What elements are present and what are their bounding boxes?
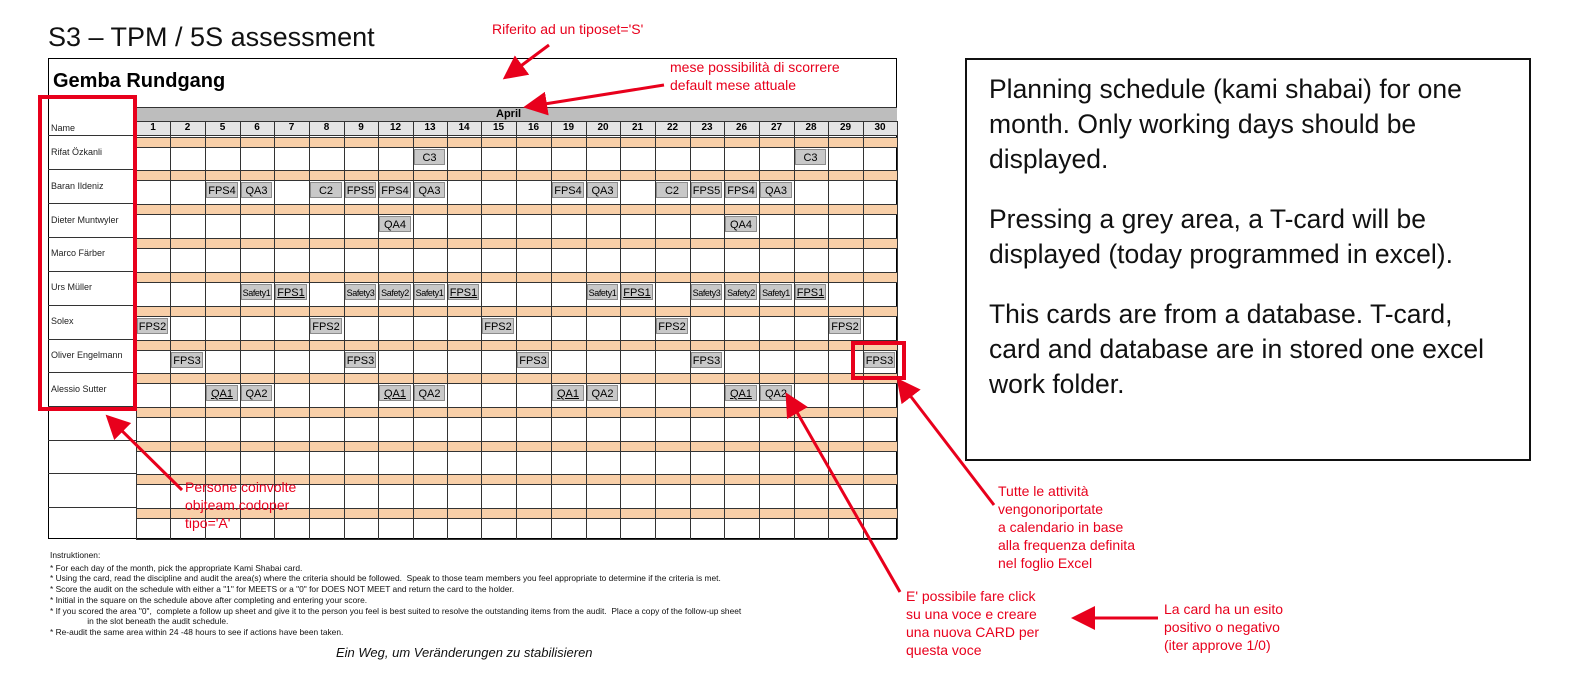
t-card[interactable]: C3 xyxy=(795,149,826,165)
instruction-line: * Initial in the square on the schedule above after completing and entering your score. xyxy=(50,594,368,605)
annotation-result-3: (iter approve 1/0) xyxy=(1164,637,1271,653)
t-card[interactable]: QA3 xyxy=(241,182,272,198)
t-card[interactable]: FPS4 xyxy=(379,182,411,198)
t-card[interactable]: QA3 xyxy=(587,182,618,198)
t-card[interactable]: QA2 xyxy=(241,385,272,401)
t-card[interactable]: C2 xyxy=(656,182,688,198)
annotation-click-1: E' possibile fare click xyxy=(906,588,1036,604)
t-card[interactable]: C3 xyxy=(414,149,445,165)
t-card[interactable]: FPS1 xyxy=(621,284,653,300)
t-card[interactable]: QA2 xyxy=(587,385,618,401)
t-card[interactable]: FPS3 xyxy=(691,352,722,368)
t-card[interactable]: Safety1 xyxy=(414,284,445,300)
footer-note: Ein Weg, um Veränderungen zu stabilisieren xyxy=(336,645,593,660)
person-name: Marco Färber xyxy=(51,248,106,259)
person-name: Alessio Sutter xyxy=(51,383,107,394)
annotation-persons-2: objteam.codoper xyxy=(185,497,290,513)
day-label: 9 xyxy=(358,122,364,133)
annotation-click-2: su una voce e creare xyxy=(906,606,1037,622)
click-arrow xyxy=(790,400,900,592)
annotation-activities-2: vengonoriportate xyxy=(998,501,1104,517)
t-card[interactable]: QA4 xyxy=(725,216,757,232)
t-card[interactable]: FPS1 xyxy=(795,284,826,300)
person-name: Solex xyxy=(51,316,74,326)
t-card[interactable]: FPS2 xyxy=(310,318,342,334)
person-name: Dieter Muntwyler xyxy=(51,214,119,225)
instructions-title: Instruktionen: xyxy=(50,550,101,560)
instruction-line: * If you scored the area "0", complete a follow up sheet and give it to the person you feel is best suited to resolve the outstanding items from the audit. Place a copy of the follow-up sheet xyxy=(50,605,742,616)
instruction-line: * For each day of the month, pick the appropriate Kami Shabai card. xyxy=(50,562,303,573)
day-label: 8 xyxy=(323,122,330,133)
activities-arrow xyxy=(902,385,994,505)
tiposet-arrow xyxy=(510,45,549,74)
day-label: 5 xyxy=(219,122,226,133)
info-paragraph-2: Pressing a grey area, a T-card will be displayed (today programmed in excel). xyxy=(989,204,1453,269)
day-label: 30 xyxy=(874,122,886,133)
annotation-result-2: positivo o negativo xyxy=(1164,619,1280,635)
day-label: 7 xyxy=(288,122,295,133)
t-card[interactable]: QA1 xyxy=(725,385,757,401)
day-label: 16 xyxy=(527,122,540,133)
day-label: 14 xyxy=(458,122,470,133)
name-header: Name xyxy=(51,123,76,133)
annotation-activities-3: a calendario in base xyxy=(998,519,1124,535)
annotation-result-1: La card ha un esito xyxy=(1164,601,1284,617)
instruction-line: * Score the audit on the schedule with either a "1" for MEETS or a "0" for DOES NOT MEET and return the card to the holder. xyxy=(50,584,515,595)
t-card[interactable]: Safety3 xyxy=(691,284,722,300)
t-card[interactable]: Safety1 xyxy=(587,284,618,300)
instruction-line: * Re-audit the same area within 24 -48 hours to see if actions have been taken. xyxy=(50,626,344,637)
t-card[interactable]: QA3 xyxy=(414,182,445,198)
t-card[interactable]: FPS4 xyxy=(206,182,238,198)
person-name: Oliver Engelmann xyxy=(51,349,123,360)
annotation-click-3: una nuova CARD per xyxy=(906,624,1040,640)
annotation-activities-1: Tutte le attività xyxy=(998,483,1089,499)
month-label[interactable]: April xyxy=(496,108,522,120)
t-card[interactable]: QA2 xyxy=(414,385,445,401)
t-card[interactable]: FPS1 xyxy=(275,284,307,300)
t-card[interactable]: QA4 xyxy=(379,216,411,232)
annotation-month-scroll-2: default mese attuale xyxy=(670,77,797,93)
annotation-activities-5: nel foglio Excel xyxy=(998,555,1093,571)
info-paragraph-1: Planning schedule (kami shabai) for one month. Only working days should be displayed. xyxy=(989,74,1462,174)
info-paragraph-3: This cards are from a database. T-card, card and database are in stored one excel work folder. xyxy=(989,299,1484,399)
t-card[interactable]: FPS1 xyxy=(448,284,479,300)
day-label: 1 xyxy=(150,122,156,133)
day-label: 28 xyxy=(805,122,817,133)
annotation-persons-1: Persone coinvolte xyxy=(185,479,297,495)
annotation-activities-4: alla frequenza definita xyxy=(998,537,1135,553)
t-card[interactable]: Safety1 xyxy=(760,284,792,300)
day-label: 22 xyxy=(666,122,679,133)
t-card[interactable]: FPS4 xyxy=(725,182,757,198)
annotation-click-4: questa voce xyxy=(906,642,982,658)
t-card[interactable]: FPS5 xyxy=(345,182,376,198)
day-label: 15 xyxy=(492,122,505,133)
t-card[interactable]: FPS3 xyxy=(864,352,895,368)
t-card[interactable]: Safety2 xyxy=(725,284,757,300)
day-label: 23 xyxy=(701,122,713,133)
day-label: 21 xyxy=(631,122,644,133)
annotation-persons-3: tipo='A' xyxy=(185,515,231,531)
instruction-line: * Using the card, read the discipline and audit the area(s) where the criteria should be followed. Speak to those team members you feel appropriate to determine if the criteria is met. xyxy=(50,573,721,584)
t-card[interactable]: QA2 xyxy=(760,385,792,401)
t-card[interactable]: Safety1 xyxy=(241,284,272,300)
day-label: 6 xyxy=(254,122,260,133)
annotation-tiposet: Riferito ad un tiposet='S' xyxy=(492,21,644,37)
card-highlight-box xyxy=(853,343,904,378)
t-card[interactable]: FPS4 xyxy=(552,182,584,198)
t-card[interactable]: FPS3 xyxy=(171,352,203,368)
person-name: Rifat Özkanli xyxy=(51,147,103,157)
t-card[interactable]: FPS3 xyxy=(345,352,376,368)
t-card[interactable]: Safety2 xyxy=(379,284,411,300)
day-label: 29 xyxy=(839,122,852,133)
t-card[interactable]: C2 xyxy=(310,182,342,198)
day-label: 2 xyxy=(184,122,191,133)
t-card[interactable]: FPS2 xyxy=(656,318,688,334)
people-arrow xyxy=(112,421,182,490)
day-label: 13 xyxy=(424,122,436,133)
day-label: 19 xyxy=(562,122,575,133)
t-card[interactable]: FPS2 xyxy=(137,318,168,334)
day-label: 12 xyxy=(389,122,402,133)
sheet-title: Gemba Rundgang xyxy=(53,70,226,92)
t-card[interactable]: FPS2 xyxy=(829,318,861,334)
t-card[interactable]: Safety3 xyxy=(345,284,376,300)
page-title: S3 – TPM / 5S assessment xyxy=(48,22,375,52)
annotation-month-scroll-1: mese possibilità di scorrere xyxy=(670,59,840,75)
day-label: 20 xyxy=(597,122,609,133)
t-card[interactable]: QA1 xyxy=(206,385,238,401)
t-card[interactable]: FPS5 xyxy=(691,182,722,198)
t-card[interactable]: QA1 xyxy=(379,385,411,401)
month-arrow xyxy=(532,85,664,106)
t-card[interactable]: QA1 xyxy=(552,385,584,401)
t-card[interactable]: FPS3 xyxy=(517,352,549,368)
instruction-line: in the slot beneath the audit schedule. xyxy=(50,616,229,627)
person-name: Urs Müller xyxy=(51,282,93,293)
day-label: 26 xyxy=(735,122,748,133)
t-card[interactable]: QA3 xyxy=(760,182,792,198)
t-card[interactable]: FPS2 xyxy=(482,318,514,334)
day-label: 27 xyxy=(770,122,783,133)
person-name: Baran Ildeniz xyxy=(51,180,104,191)
people-highlight-box xyxy=(40,97,135,409)
